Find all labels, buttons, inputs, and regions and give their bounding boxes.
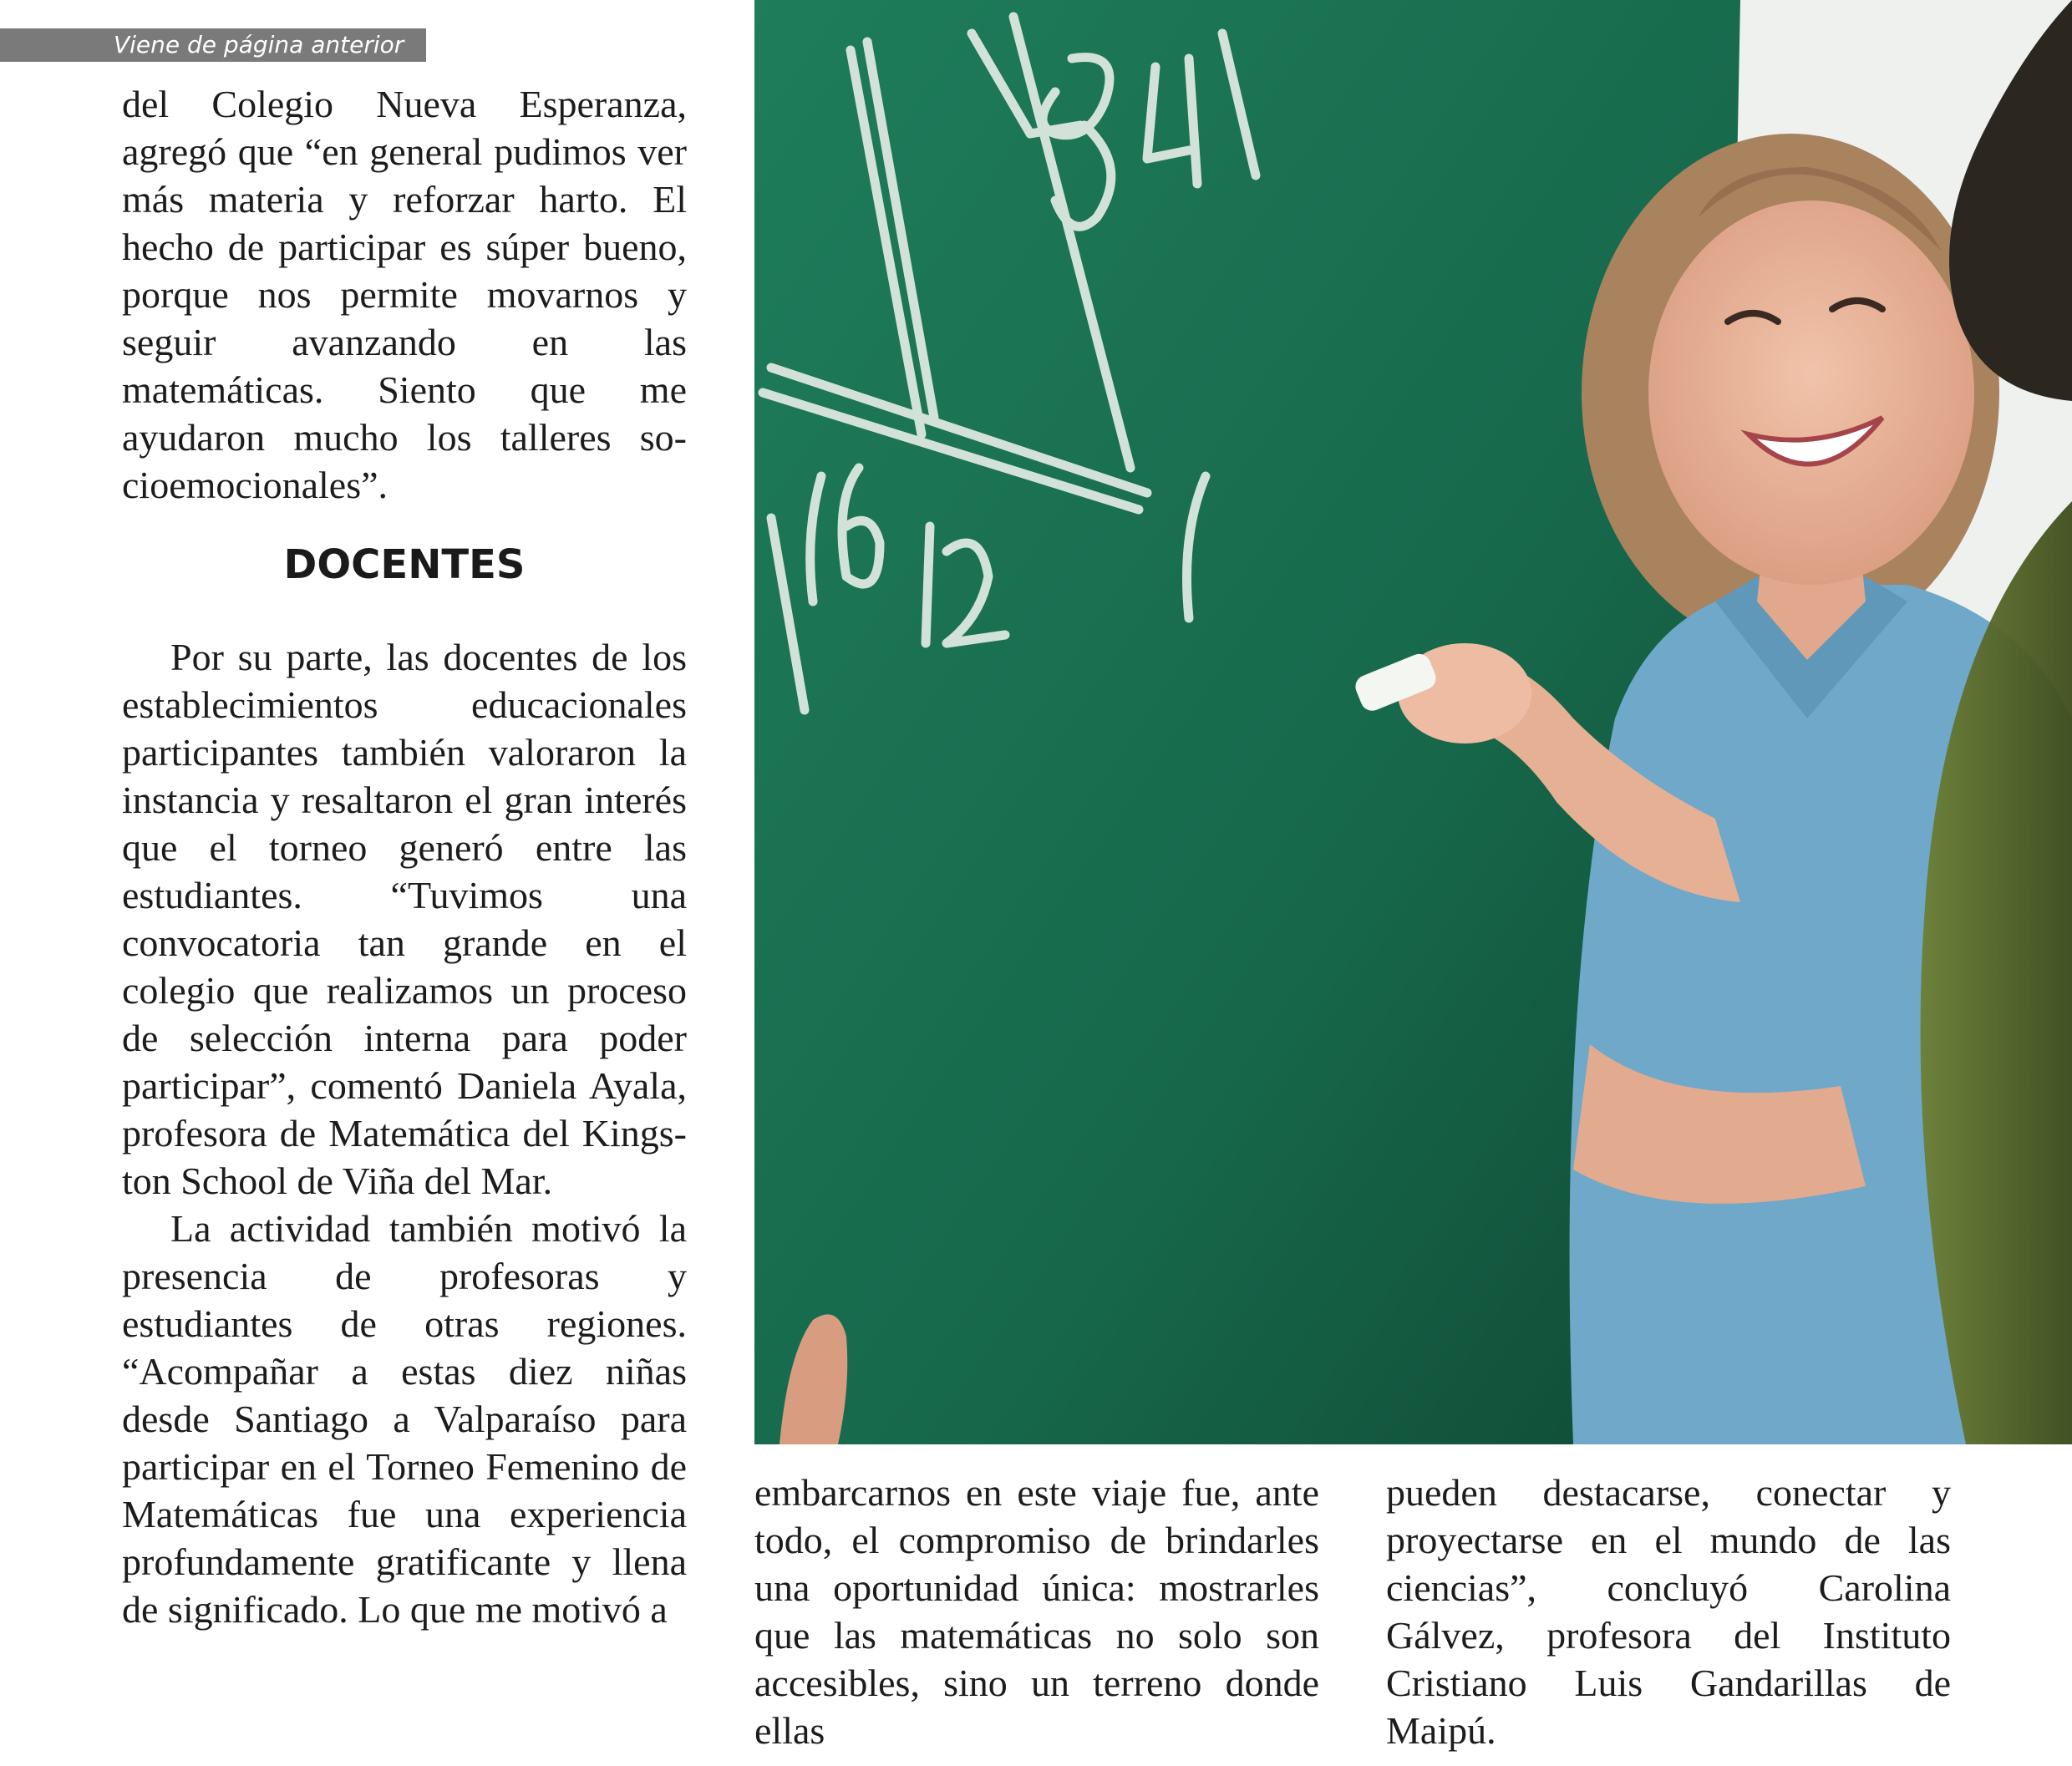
girl-face xyxy=(1648,200,1974,585)
article-paragraph-middle: embarcarnos en este viaje fue, ante todo, el compromiso de brindarles una oportunidad única: mostrarles que las matemáticas no solo son accesibles, sino un terreno donde ellas xyxy=(754,1471,1319,1752)
article-paragraph-right: pueden destacarse, conectar y proyectarse en el mundo de las ciencias”, concluyó Carolina Gálvez, profesora del Instituto Cristiano Luis Gandarillas de Maipú. xyxy=(1386,1471,1951,1752)
article-column-left xyxy=(122,80,687,1633)
section-heading-docentes: DOCENTES xyxy=(283,541,526,588)
article-column-middle xyxy=(754,1469,1319,1754)
article-column-right xyxy=(1386,1469,1951,1754)
continued-from-previous-page-label: Viene de página anterior xyxy=(0,28,426,62)
article-paragraph-docentes: Por su parte, las docentes de los establecimientos educacionales participantes también valoraron la instancia y resaltaron el gran interés que el torneo generó entre las estudiantes. “Tuvimos una convocatoria tan grande en el colegio que realizamos un proceso de selección interna para poder participar”, comentó Daniela Ayala, profesora de Matemática del Kingston School de Viña del Mar. xyxy=(122,636,687,1202)
article-paragraph-actividad: La actividad también motivó la presencia de profesoras y estudiantes de otras regiones. “Acompañar a estas diez niñas desde Santiago a Valparaíso para participar en el Torneo Femenino de Matemáticas fue una experiencia profundamente gratificante y llena de significado. Lo que me motivó a xyxy=(122,1207,687,1631)
article-paragraph-intro: del Colegio Nueva Esperanza, agregó que “en general pudimos ver más materia y reforzar harto. El hecho de participar es súper bueno, porque nos permite movarnos y seguir avanzando en las matemáticas. Siento que me ayudaron mucho los talleres socioemocionales”. xyxy=(122,83,687,506)
article-photo xyxy=(754,0,2072,1444)
